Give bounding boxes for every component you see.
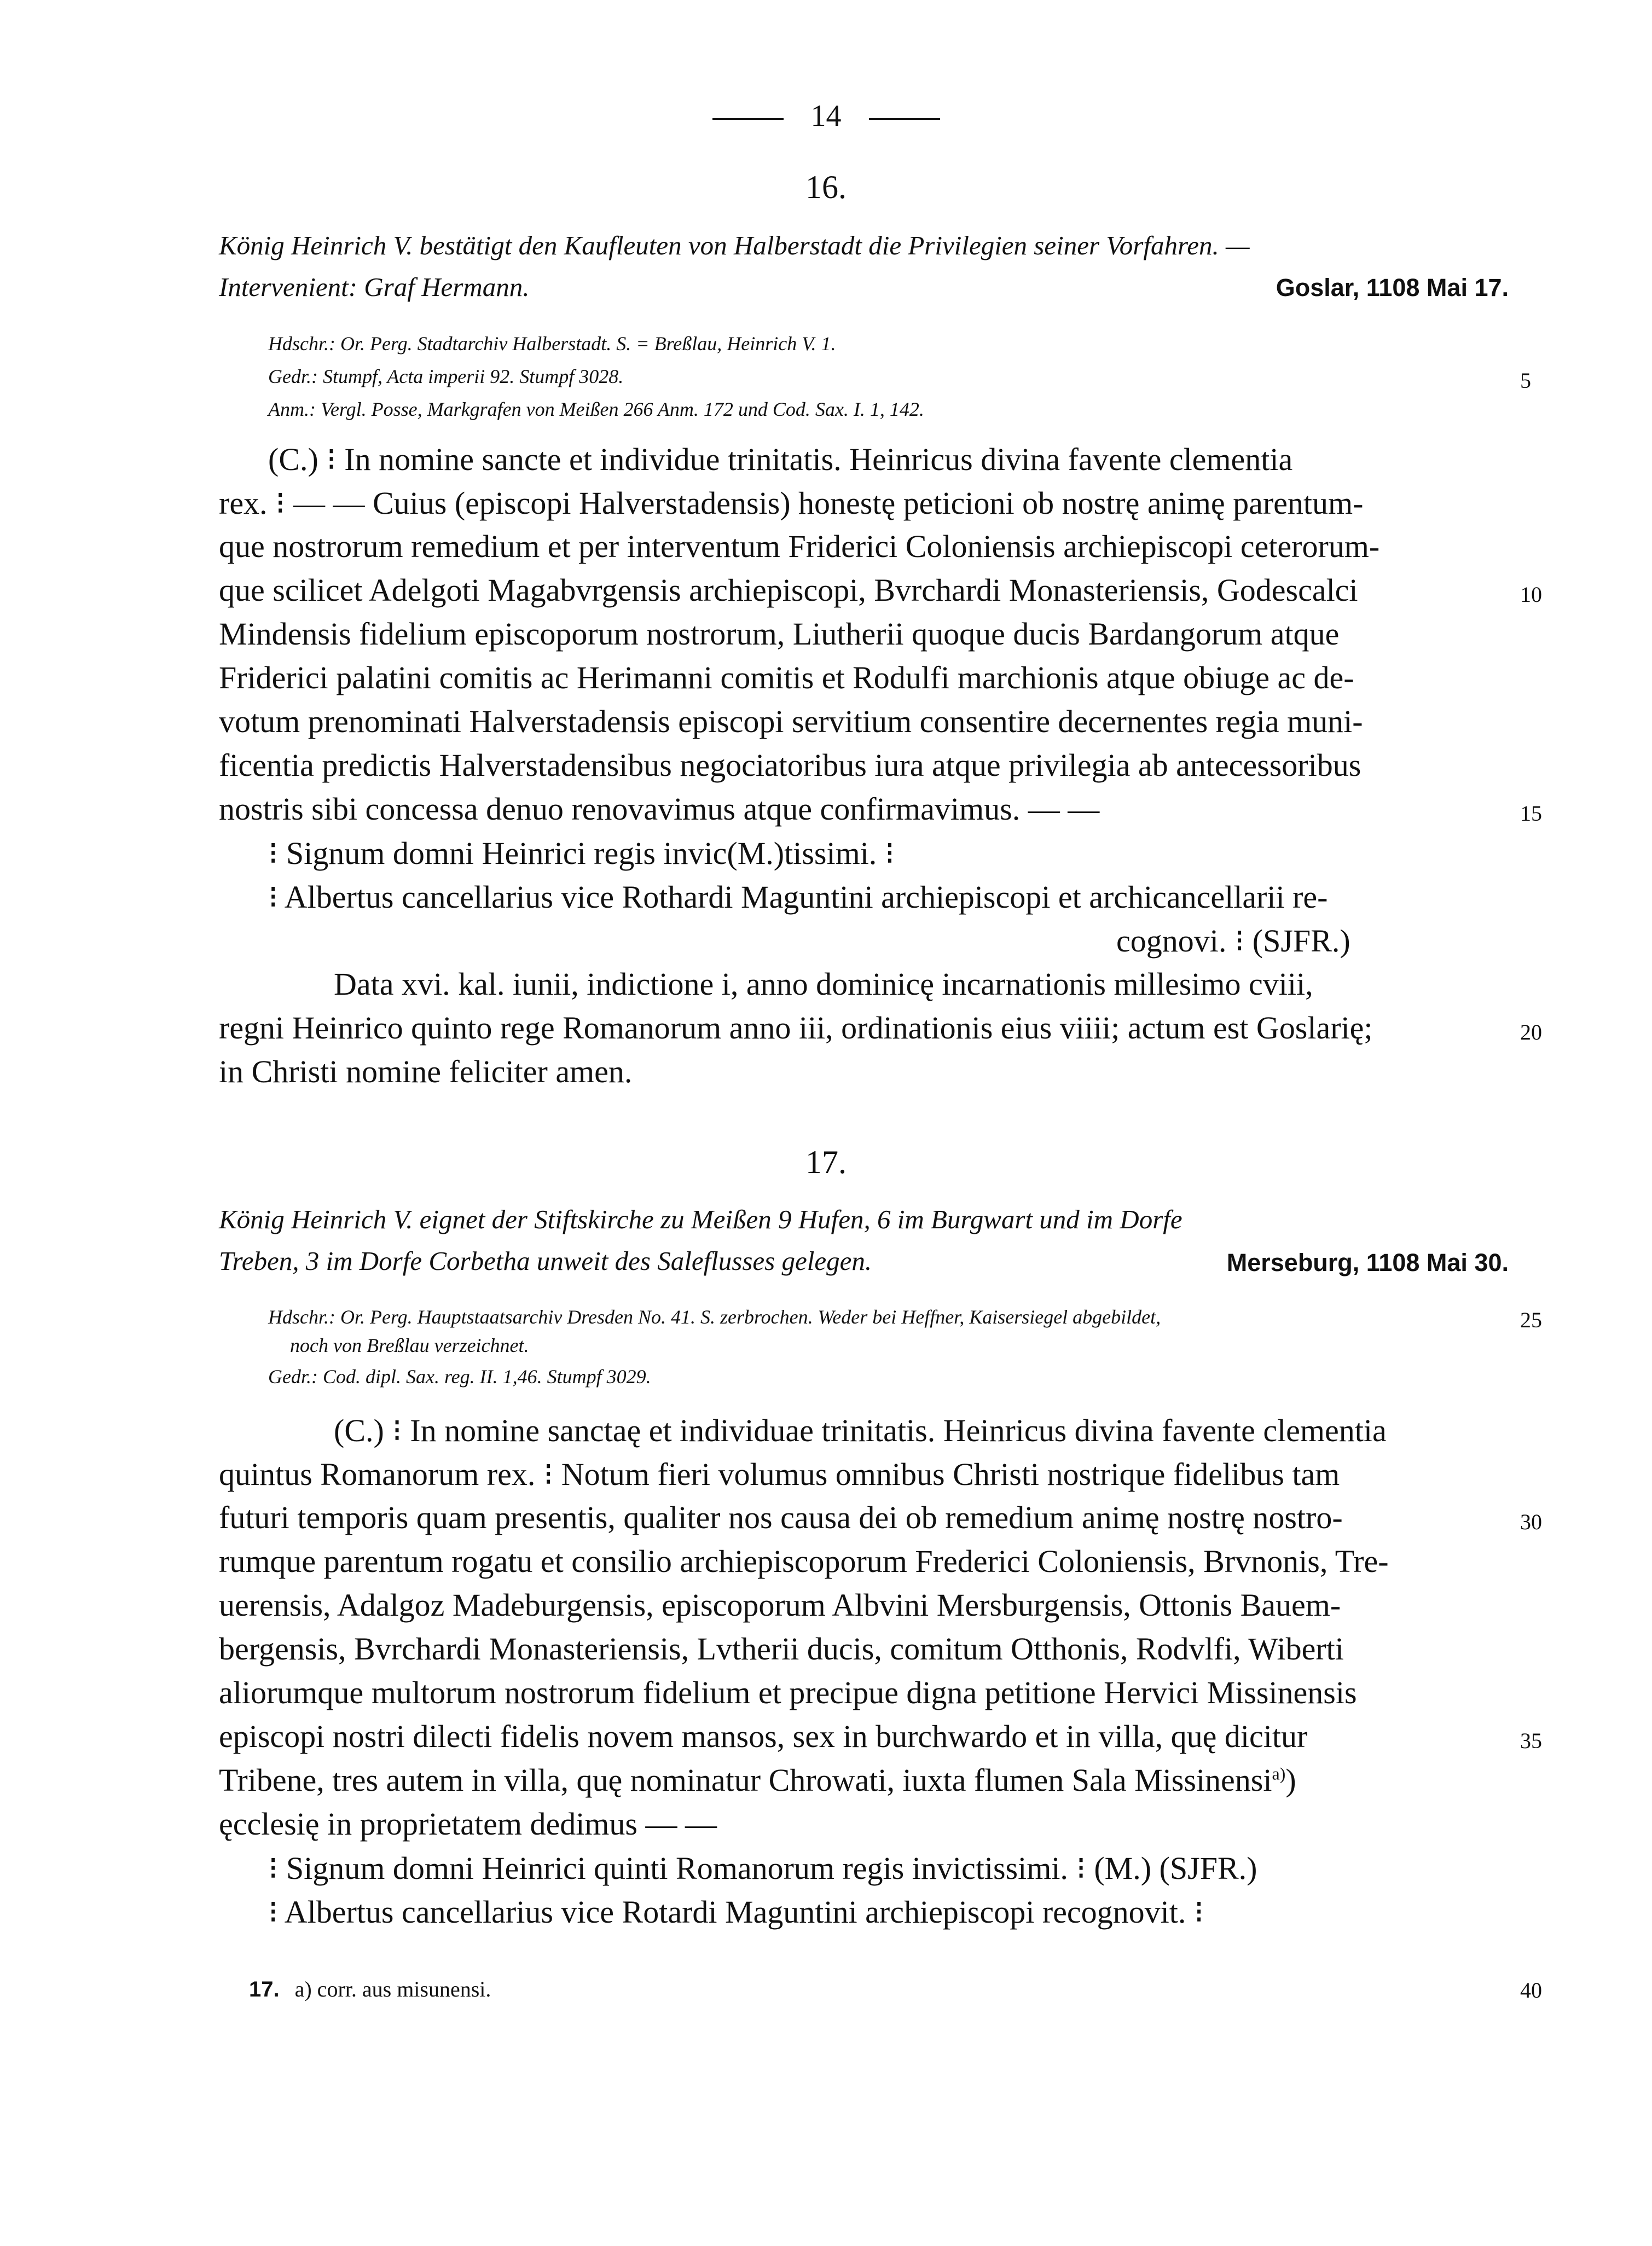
doc17-heading-line1: König Heinrich V. eignet der Stiftskirche zu Meißen 9 Hufen, 6 im Burgwart und im Dorfe	[219, 1204, 1183, 1234]
doc16-text-line-7: votum prenominati Halverstadensis episcopi servitium consentire decernentes regia muni-	[219, 704, 1363, 739]
left-dash	[712, 118, 784, 120]
doc17-place-date: Merseburg, 1108 Mai 30.	[1226, 1249, 1509, 1276]
doc16-dating-line3: in Christi nomine feliciter amen.	[219, 1054, 633, 1089]
doc17-text-line-1: (C.) ⁝ In nomine sanctaę et individuae trinitatis. Heinricus divina favente clementia	[334, 1413, 1387, 1448]
doc17-text-line-3: futuri temporis quam presentis, qualiter nos causa dei ob remedium animę nostrę nostro-	[219, 1500, 1343, 1535]
doc17-number: 17.	[805, 1144, 847, 1180]
doc17-footnote-mark: a)	[1272, 1763, 1286, 1784]
doc17-heading-line2: Treben, 3 im Dorfe Corbetha unweit des Saleflusses gelegen.	[219, 1246, 872, 1276]
line-number-25: 25	[1520, 1308, 1542, 1332]
doc16-text-line-1: (C.) ⁝ In nomine sancte et individue trinitatis. Heinricus divina favente clementia	[268, 442, 1293, 477]
footnote-ref: 17.	[249, 1977, 280, 2001]
line-number-10: 10	[1520, 582, 1542, 607]
line-number-40: 40	[1520, 1978, 1542, 2003]
line-number-20: 20	[1520, 1020, 1542, 1044]
doc17-recognition: ⁝ Albertus cancellarius vice Rotardi Maguntini archiepiscopi recognovit. ⁝	[268, 1894, 1204, 1930]
doc17-text-line-10: ęcclesię in proprietatem dedimus — —	[219, 1806, 717, 1842]
doc16-text-line-5: Mindensis fidelium episcoporum nostrorum, Liutherii quoque ducis Bardangorum atque	[219, 616, 1340, 652]
doc16-note-3: Anm.: Vergl. Posse, Markgrafen von Meißen 266 Anm. 172 und Cod. Sax. I. 1, 142.	[268, 398, 924, 420]
doc17-text-line-7: aliorumque multorum nostrorum fidelium et precipue digna petitione Hervici Missinensis	[219, 1675, 1357, 1710]
line-number-30: 30	[1520, 1510, 1542, 1534]
doc17-note-3: Gedr.: Cod. dipl. Sax. reg. II. 1,46. Stumpf 3029.	[268, 1366, 651, 1388]
doc16-text-line-3: que nostrorum remedium et per interventum Friderici Coloniensis archiepiscopi ceterorum-	[219, 529, 1380, 564]
doc17-text-line-2: quintus Romanorum rex. ⁝ Notum fieri volumus omnibus Christi nostrique fidelibus tam	[219, 1456, 1340, 1492]
doc16-text-line-4: que scilicet Adelgoti Magabvrgensis archiepiscopi, Bvrchardi Monasteriensis, Godescalci	[219, 572, 1358, 608]
doc16-note-2: Gedr.: Stumpf, Acta imperii 92. Stumpf 3028.	[268, 365, 624, 387]
doc16-place-date: Goslar, 1108 Mai 17.	[1276, 274, 1509, 301]
doc16-heading-line2: Intervenient: Graf Hermann.	[219, 272, 530, 302]
page-number-row	[0, 98, 1652, 134]
line-number-15: 15	[1520, 801, 1542, 826]
doc17-note-1: Hdschr.: Or. Perg. Hauptstaatsarchiv Dresden No. 41. S. zerbrochen. Weder bei Heffner, Kaisersiegel abgebildet,	[268, 1306, 1161, 1328]
doc17-text-line-9: Tribene, tres autem in villa, quę nominatur Chrowati, iuxta flumen Sala Missinensi$^{a)}$)	[219, 1762, 1296, 1798]
doc16-heading-line1: König Heinrich V. bestätigt den Kaufleuten von Halberstadt die Privilegien seiner Vorfahren. —	[219, 230, 1250, 260]
doc16-recognition-line1: ⁝ Albertus cancellarius vice Rothardi Maguntini archiepiscopi et archicancellarii re-	[268, 879, 1328, 915]
doc16-signum: ⁝ Signum domni Heinrici regis invic(M.)tissimi. ⁝	[268, 835, 895, 871]
doc17-text-line-5: uerensis, Adalgoz Madeburgensis, episcoporum Albvini Mersburgensis, Ottonis Bauem-	[219, 1587, 1341, 1623]
doc16-recognition-line2: cognovi. ⁝ (SJFR.)	[1116, 923, 1350, 959]
doc16-text-line-8: ficentia predictis Halverstadensibus negociatoribus iura atque privilegia ab antecessoribus	[219, 747, 1361, 783]
doc17-note-2: noch von Breßlau verzeichnet.	[290, 1334, 529, 1356]
footnote	[249, 1976, 491, 2002]
doc16-note-1: Hdschr.: Or. Perg. Stadtarchiv Halberstadt. S. = Breßlau, Heinrich V. 1.	[268, 333, 836, 355]
line-number-35: 35	[1520, 1728, 1542, 1753]
doc17-text-line-6: bergensis, Bvrchardi Monasteriensis, Lvtherii ducis, comitum Otthonis, Rodvlfi, Wiberti	[219, 1631, 1344, 1667]
line-number-5: 5	[1520, 368, 1531, 393]
footnote-text: a) corr. aus misunensi.	[294, 1977, 491, 2001]
doc16-number: 16.	[805, 169, 847, 205]
doc17-text-line-4: rumque parentum rogatu et consilio archiepiscoporum Frederici Coloniensis, Brvnonis, Tre-	[219, 1543, 1389, 1579]
page-number: 14	[810, 99, 842, 133]
doc16-dating-line1: Data xvi. kal. iunii, indictione i, anno dominicę incarnationis millesimo cviii,	[334, 966, 1313, 1002]
doc16-text-line-6: Friderici palatini comitis ac Herimanni comitis et Rodulfi marchionis atque obiuge ac de-	[219, 660, 1354, 695]
doc16-text-line-9: nostris sibi concessa denuo renovavimus atque confirmavimus. — —	[219, 791, 1100, 827]
doc16-dating-line2: regni Heinrico quinto rege Romanorum anno iii, ordinationis eius viiii; actum est Goslarię;	[219, 1010, 1373, 1046]
doc16-text-line-2: rex. ⁝ — — Cuius (episcopi Halverstadensis) honestę peticioni ob nostrę animę parentum-	[219, 485, 1364, 521]
doc17-signum: ⁝ Signum domni Heinrici quinti Romanorum regis invictissimi. ⁝ (M.) (SJFR.)	[268, 1850, 1257, 1886]
doc17-text-line-8: episcopi nostri dilecti fidelis novem mansos, sex in burchwardo et in villa, quę dicitur	[219, 1719, 1308, 1754]
right-dash	[869, 118, 940, 120]
doc17-text-line-9-text: Tribene, tres autem in villa, quę nominatur Chrowati, iuxta flumen Sala Missinensi	[219, 1762, 1272, 1798]
